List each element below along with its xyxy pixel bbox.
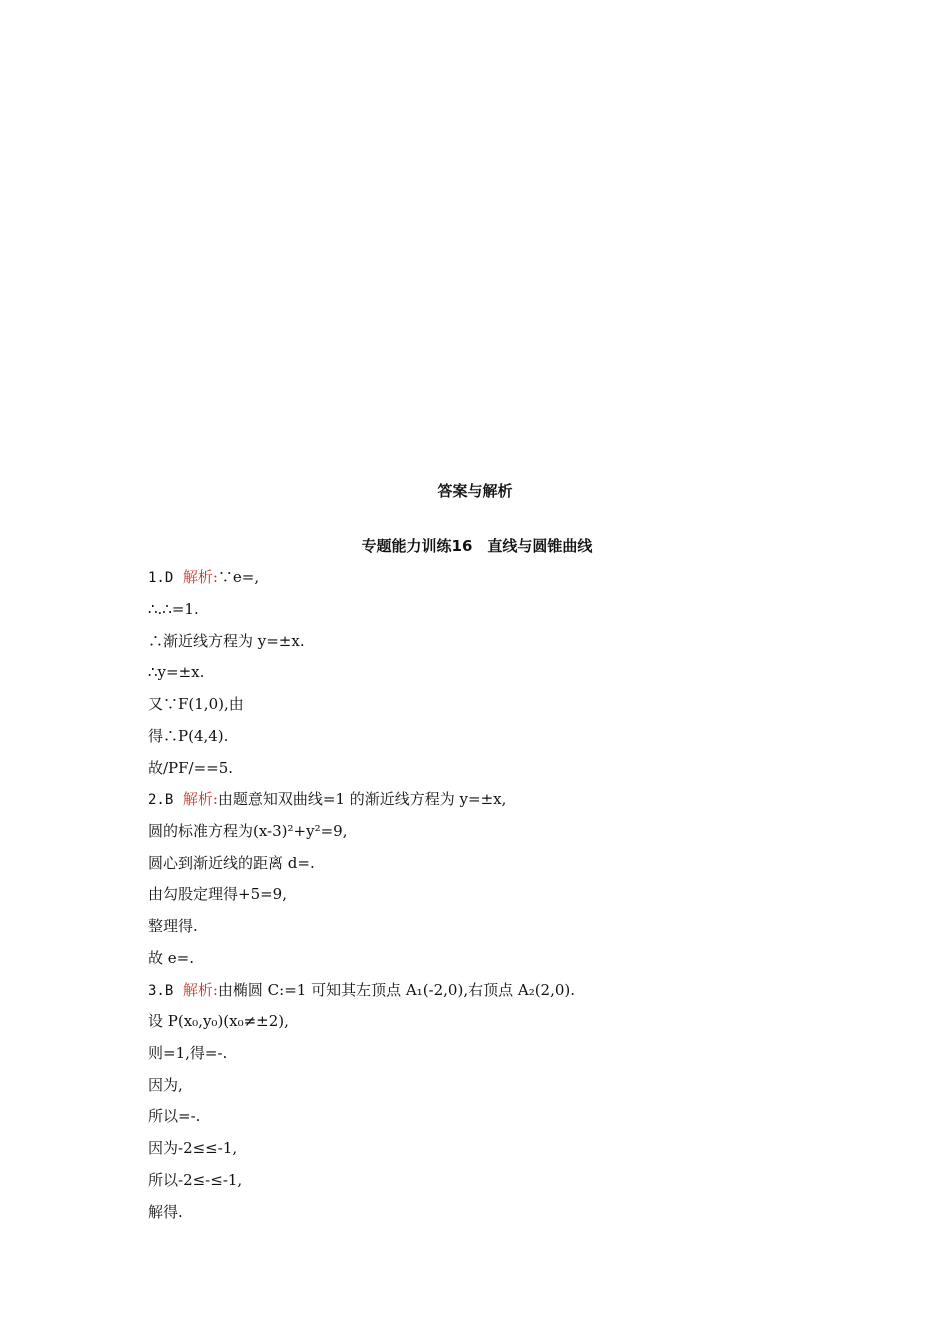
answer-line	[148, 631, 305, 651]
answer-line	[148, 1170, 242, 1190]
question-number: 2.B	[148, 792, 174, 808]
doc-subtitle: 专题能力训练16 直线与圆锥曲线	[361, 537, 593, 555]
analysis-tag: 解析:	[182, 981, 218, 999]
answer-line	[148, 758, 233, 778]
answer-line	[148, 599, 199, 619]
line-text: 由椭圆 C:=1 可知其左顶点 A₁(-2,0),右顶点 A₂(2,0).	[217, 981, 576, 999]
line-text: 因为,	[148, 1076, 183, 1094]
line-text: 解得.	[148, 1203, 183, 1221]
answer-line	[148, 1075, 183, 1095]
line-text: ∴.∴=1.	[148, 600, 199, 618]
answer-line	[148, 1043, 227, 1063]
answer-line	[148, 789, 506, 810]
answer-line	[148, 884, 287, 904]
line-text: 又∵F(1,0),由	[148, 695, 244, 713]
answer-line	[148, 980, 575, 1001]
analysis-tag: 解析:	[182, 790, 218, 808]
line-text: 由题意知双曲线=1 的渐近线方程为 y=±x,	[217, 790, 507, 808]
doc-title: 答案与解析	[437, 482, 513, 500]
line-text: 所以=-.	[148, 1107, 201, 1125]
line-text: 因为-2≤≤-1,	[148, 1139, 238, 1157]
answer-line	[148, 1202, 183, 1222]
line-text: 圆心到渐近线的距离 d=.	[148, 854, 315, 872]
answer-line	[148, 1011, 289, 1031]
answer-line	[148, 726, 228, 746]
answer-line	[148, 948, 194, 968]
line-text: ∴渐近线方程为 y=±x.	[148, 632, 305, 650]
answer-line	[148, 821, 347, 841]
answer-line	[148, 694, 244, 714]
answer-line	[148, 1106, 200, 1126]
answer-line	[148, 916, 198, 936]
line-text: 整理得.	[148, 917, 198, 935]
answer-line	[148, 662, 204, 682]
line-text: 则=1,得=-.	[148, 1044, 228, 1062]
line-text: 设 P(x₀,y₀)(x₀≠±2),	[148, 1012, 289, 1030]
line-text: 圆的标准方程为(x-3)²+y²=9,	[148, 822, 348, 840]
line-text: 由勾股定理得+5=9,	[148, 885, 287, 903]
line-text: ∴y=±x.	[148, 663, 205, 681]
analysis-tag: 解析:	[182, 568, 218, 586]
line-text: 故 e=.	[148, 949, 194, 967]
answer-line	[148, 853, 315, 873]
line-text: 故/PF/==5.	[148, 759, 234, 777]
line-text: 所以-2≤-≤-1,	[148, 1171, 243, 1189]
line-text: ∵e=,	[217, 568, 260, 586]
answer-line	[148, 1138, 237, 1158]
line-text: 得∴P(4,4).	[148, 727, 229, 745]
answer-line	[148, 567, 259, 588]
question-number: 1.D	[148, 570, 174, 586]
question-number: 3.B	[148, 983, 174, 999]
